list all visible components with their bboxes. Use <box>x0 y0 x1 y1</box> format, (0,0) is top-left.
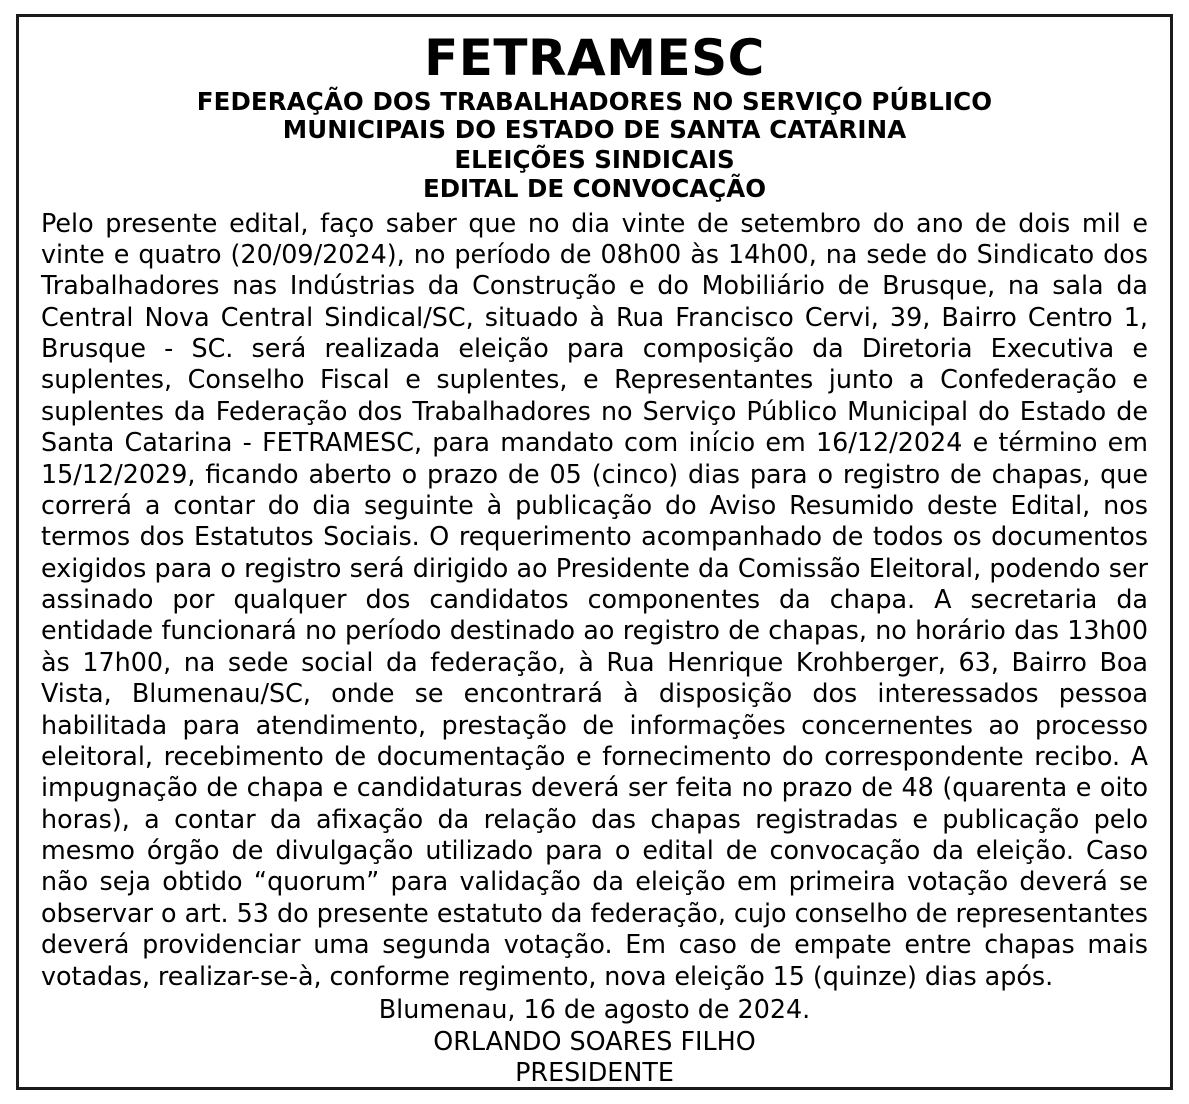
organization-name-line-2: MUNICIPAIS DO ESTADO DE SANTA CATARINA <box>282 115 907 145</box>
notice-border-frame <box>16 14 1173 1090</box>
notice-doc-type: EDITAL DE CONVOCAÇÃO <box>422 174 767 204</box>
notice-subject: ELEIÇÕES SINDICAIS <box>454 144 735 174</box>
signatory-name: ORLANDO SOARES FILHO <box>433 1025 756 1056</box>
organization-name-line-1: FEDERAÇÃO DOS TRABALHADORES NO SERVIÇO PÚBLICO <box>196 87 993 116</box>
masthead <box>41 29 1148 204</box>
signature-block <box>41 994 1148 1089</box>
organization-acronym: FETRAMESC <box>424 29 765 87</box>
notice-body-text: Pelo presente edital, faço saber que no dia vinte de setembro do ano de dois mil e vinte e quatro (20/09/2024), no período de 08h00 às 14h00, na sede do Sindicato dos Trabalhadores nas Indústrias da Construção e do Mobiliário de Brusque, na sala da Central Nova Central Sindical/SC, situado à Rua Francisco Cervi, 39, Bairro Centro 1, Brusque - SC. será realizada eleição para composição da Diretoria Executiva e suplentes, Conselho Fiscal e suplentes, e Representantes junto a Confederação e suplentes da Federação dos Trabalhadores no Serviço Público Municipal do Estado de Santa Catarina - FETRAMESC, para mandato com início em 16/12/2024 e término em 15/12/2029, ficando aberto o prazo de 05 (cinco) dias para o registro de chapas, que correrá a contar do dia seguinte à publicação do Aviso Resumido deste Edital, nos termos dos Estatutos Sociais. O requerimento acompanhado de todos os documentos exigidos para o registro será dirigido ao Presidente da Comissão Eleitoral, podendo ser assinado por qualquer dos candidatos componentes da chapa. A secretaria da entidade funcionará no período destinado ao registro de chapas, no horário das 13h00 às 17h00, na sede social da federação, à Rua Henrique Krohberger, 63, Bairro Boa Vista, Blumenau/SC, onde se encontrará à disposição dos interessados pessoa habilitada para atendimento, prestação de informações concernentes ao processo eleitoral, recebimento de documentação e fornecimento do correspondente recibo. A impugnação de chapa e candidaturas deverá ser feita no prazo de 48 (quarenta e oito horas), a contar da afixação da relação das chapas registradas e publicação pelo mesmo órgão de divulgação utilizado para o edital de convocação da eleição. Caso não seja obtido “quorum” para validação da eleição em primeira votação deverá se observar o art. 53 do presente estatuto da federação, cujo conselho de representantes deverá providenciar uma segunda votação. Em caso de empate entre chapas mais votadas, realizar-se-à, conforme regimento, nova eleição 15 (quinze) dias após. <box>41 207 1148 991</box>
place-and-date: Blumenau, 16 de agosto de 2024. <box>378 993 811 1024</box>
signatory-role: PRESIDENTE <box>515 1057 674 1088</box>
